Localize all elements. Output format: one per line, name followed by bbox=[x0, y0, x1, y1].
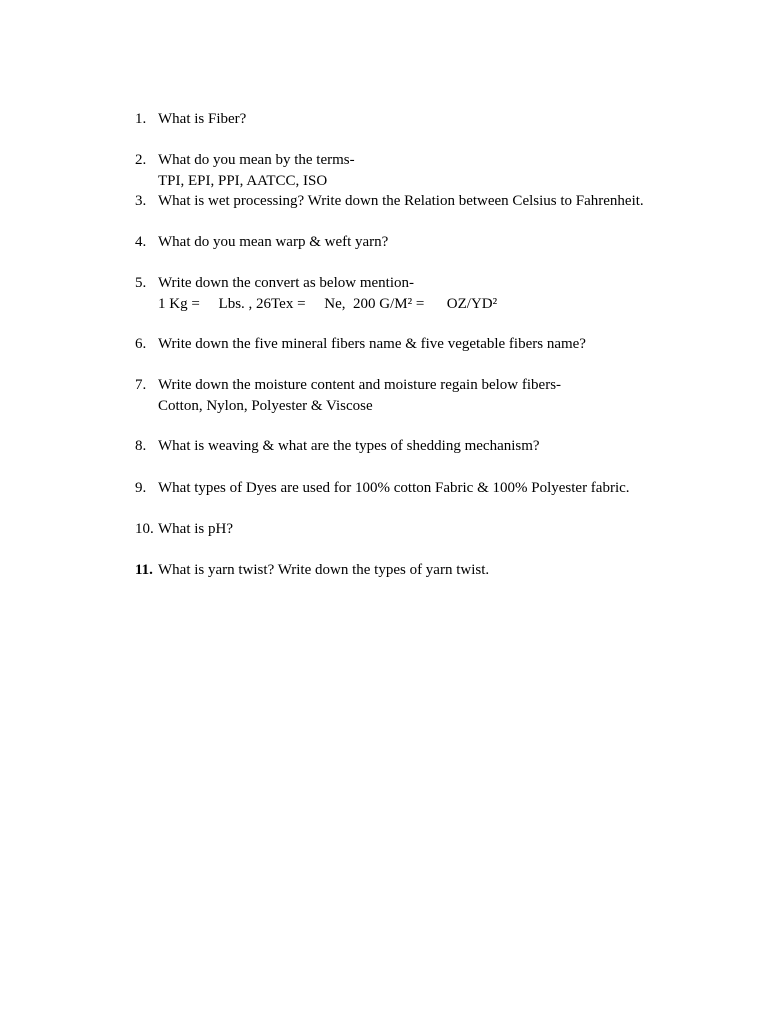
question-number: 3. bbox=[135, 193, 147, 209]
question-text: Write down the five mineral fibers name & five vegetable fibers name? bbox=[158, 336, 586, 352]
question-number: 5. bbox=[135, 275, 147, 291]
question-number: 6. bbox=[135, 336, 147, 352]
question-number: 9. bbox=[135, 480, 147, 496]
question-10 bbox=[135, 519, 735, 540]
question-text: Write down the convert as below mention- bbox=[158, 275, 414, 291]
question-number: 11. bbox=[135, 562, 153, 578]
question-3 bbox=[135, 191, 735, 212]
question-number: 7. bbox=[135, 377, 147, 393]
question-text: What do you mean warp & weft yarn? bbox=[158, 234, 389, 250]
question-1 bbox=[135, 109, 735, 130]
question-text: What is weaving & what are the types of shedding mechanism? bbox=[158, 438, 540, 454]
question-text: Write down the moisture content and moisture regain below fibers- bbox=[158, 377, 562, 393]
question-8 bbox=[135, 436, 735, 457]
question-text: What is yarn twist? Write down the types of yarn twist. bbox=[158, 562, 490, 578]
question-9 bbox=[135, 478, 735, 499]
question-number: 2. bbox=[135, 152, 147, 168]
question-2 bbox=[135, 150, 735, 192]
question-number: 1. bbox=[135, 111, 147, 127]
question-text: What is wet processing? Write down the Relation between Celsius to Fahrenheit. bbox=[158, 193, 644, 209]
question-text: What is pH? bbox=[158, 521, 233, 537]
question-number: 8. bbox=[135, 438, 147, 454]
question-text-continued: 1 Kg = Lbs. , 26Tex = Ne, 200 G/M² = OZ/YD² bbox=[158, 296, 498, 312]
question-6 bbox=[135, 334, 735, 355]
question-number: 4. bbox=[135, 234, 147, 250]
question-text-continued: Cotton, Nylon, Polyester & Viscose bbox=[158, 398, 373, 414]
question-11 bbox=[135, 560, 735, 581]
question-7 bbox=[135, 375, 735, 417]
question-4 bbox=[135, 232, 735, 253]
question-text: What do you mean by the terms- bbox=[158, 152, 355, 168]
question-text-continued: TPI, EPI, PPI, AATCC, ISO bbox=[158, 173, 328, 189]
question-5 bbox=[135, 273, 735, 315]
question-text: What types of Dyes are used for 100% cotton Fabric & 100% Polyester fabric. bbox=[158, 480, 630, 496]
question-number: 10. bbox=[135, 521, 154, 537]
question-text: What is Fiber? bbox=[158, 111, 247, 127]
